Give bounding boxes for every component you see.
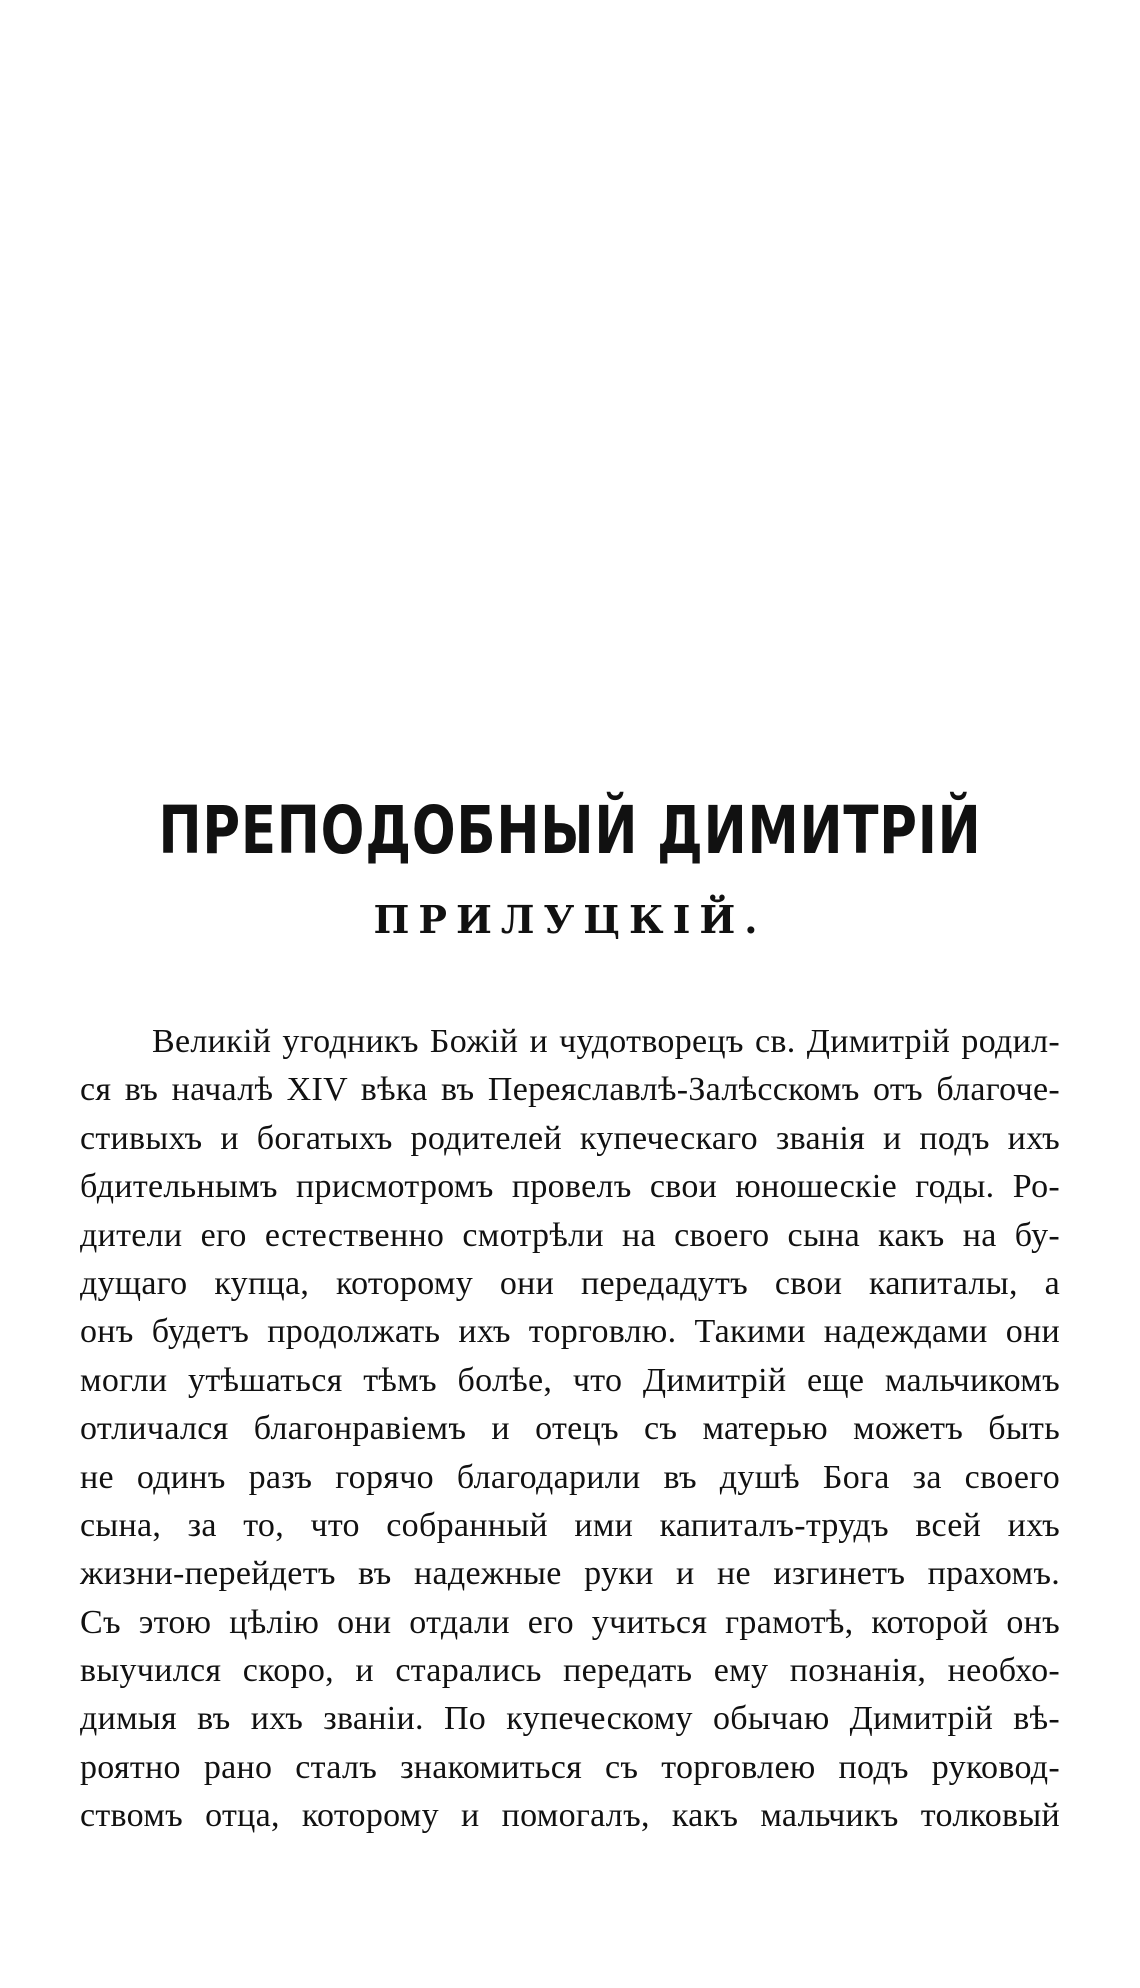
text-line: ся въ началѣ XIV вѣка въ Переяславлѣ-Залѣсскомъ отъ благоче- bbox=[80, 1071, 1060, 1109]
text-line: стивыхъ и богатыхъ родителей купеческаго званія и подъ ихъ bbox=[80, 1119, 1060, 1157]
text-line: не одинъ разъ горячо благодарили въ душѣ Бога за своего bbox=[80, 1458, 1060, 1496]
text-line: дители его естественно смотрѣли на своего сына какъ на бу- bbox=[80, 1216, 1060, 1254]
text-line: димыя въ ихъ званіи. По купеческому обычаю Димитрій вѣ- bbox=[80, 1700, 1060, 1738]
chapter-subtitle: ПРИЛУЦКІЙ. bbox=[373, 897, 767, 942]
text-line: Великій угодникъ Божій и чудотворецъ св. Димитрій родил- bbox=[152, 1023, 1060, 1060]
text-line: жизни-перейдетъ въ надежные руки и не изгинетъ прахомъ. bbox=[80, 1555, 1060, 1593]
text-line: бдительнымъ присмотромъ провелъ свои юношескіе годы. Ро- bbox=[80, 1168, 1060, 1206]
text-line: отличался благонравіемъ и отецъ съ матерью можетъ быть bbox=[80, 1410, 1060, 1448]
text-line: могли утѣшаться тѣмъ болѣе, что Димитрій еще мальчикомъ bbox=[80, 1361, 1060, 1399]
text-line: роятно рано сталъ знакомиться съ торговлею подъ руковод- bbox=[80, 1748, 1060, 1786]
text-line: ствомъ отца, которому и помогалъ, какъ мальчикъ толковый bbox=[80, 1797, 1060, 1835]
text-line: Съ этою цѣлію они отдали его учиться грамотѣ, которой онъ bbox=[80, 1603, 1060, 1641]
text-line: сына, за то, что собранный ими капиталъ-трудъ всей ихъ bbox=[80, 1506, 1060, 1544]
chapter-title: ПРЕПОДОБНЫЙ ДИМИТРІЙ bbox=[158, 792, 982, 869]
text-line: онъ будетъ продолжать ихъ торговлю. Такими надеждами они bbox=[80, 1313, 1060, 1351]
text-line: выучился скоро, и старались передать ему познанія, необхо- bbox=[80, 1652, 1060, 1690]
text-line: дущаго купца, которому они передадутъ свои капиталы, а bbox=[80, 1264, 1060, 1302]
body-text bbox=[80, 1018, 1060, 1841]
